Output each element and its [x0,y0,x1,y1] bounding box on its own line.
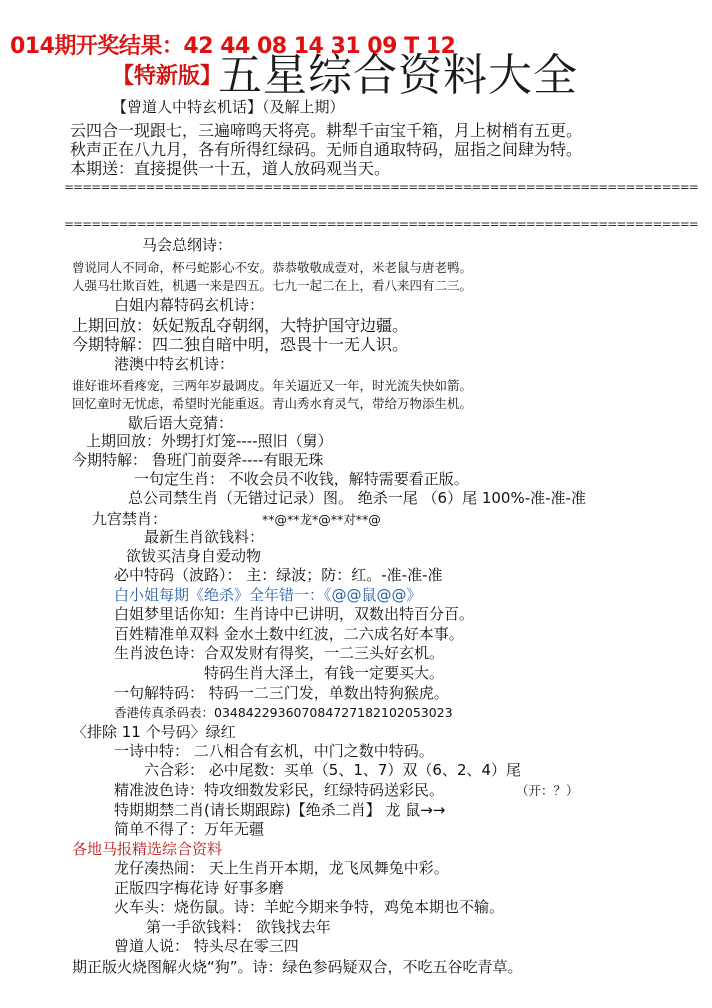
code-line: **@**龙*@**对**@ [262,512,381,527]
info-line: 白姐梦里话你知：生肖诗中已讲明，双数出特百分百。 [114,605,475,623]
poem-line: 人强马壮欺百姓，机遇一来是四五。七九一起二在上，看八来四有二三。 [72,278,473,293]
info-line: 生肖波色诗：合双发财有得奖，一二三头好玄机。 [114,644,445,662]
poem-line: 云四合一现跟七，三遍啼鸣天将亮。耕犁千亩宝千箱，月上树梢有五更。 [70,121,583,140]
section-heading: 各地马报精选综合资料 [72,840,223,858]
info-line: 〈排除 11 个号码〉绿红 [72,723,236,741]
info-line: 特码生肖大泽土，有钱一定要买大。 [204,664,445,682]
info-line: 火车头：烧伤鼠。诗：羊蛇今期来争特，鸡兔本期也不输。 [114,898,505,916]
info-line: 六合彩： 必中尾数：买单（5、1、7）双（6、2、4）尾 [144,761,522,779]
section-heading: 最新生肖欲钱料： [144,528,265,546]
poem-line: 本期送：直接提供一十五，道人放码观当天。 [70,159,391,178]
info-line: 期正版火烧图解火烧“狗”。诗：绿色参码疑双合，不吃五谷吃青草。 [72,958,523,976]
section-heading: 【曾道人中特玄机话】（及解上期） [112,98,345,116]
edition-tag: 【特新版】 [112,64,223,89]
zodiac-line: 一句定生肖： 不收会员不收钱，解特需要看正版。 [134,470,469,488]
kill-code-line: 香港传真杀码表：034842293607084727182102053023 [114,705,453,720]
info-line: 龙仔凑热闹： 天上生肖开本期，龙飞凤舞兔中彩。 [114,859,449,877]
draw-result-banner: 014期开奖结果：42 44 08 14 31 09 T 12 [10,34,456,59]
info-line: 必中特码（波路）： 主：绿波；防：红。-准-准-准 [114,566,443,584]
section-heading: 歇后语大竞猜： [128,414,234,432]
poem-line: 上期回放：妖妃叛乱夺朝纲，大特护国守边疆。 [72,316,409,335]
info-line: 一诗中特： 二八相合有玄机，中门之数中特码。 [114,742,434,760]
info-line: 百姓精准单双料 金水土数中红波，二六成名好本事。 [114,625,464,643]
info-line: 欲钹买洁身自爱动物 [126,547,262,565]
riddle-line: 今期特解： 鲁班门前耍斧----有眼无珠 [72,451,324,469]
poem-line: 秋声正在八九月，各有所得红绿码。无师自通取特码，屈指之间肆为特。 [70,140,583,159]
zodiac-line: 总公司禁生肖（无错过记录）图。 绝杀一尾 （6）尾 100%-准-准-准 [128,489,586,507]
info-line: 白小姐每期《绝杀》全年错一：《@@鼠@@》 [114,586,422,604]
poem-line: 谁好谁坏看疼宠，三两年岁最调皮。年关逼近又一年，时光流失快如箭。 [72,378,473,393]
info-line: 正版四字梅花诗 好事多磨 [114,879,284,897]
info-line: 简单不得了：万年无疆 [114,820,265,838]
separator: ====================================================================== [64,217,698,231]
info-line: 特期期禁二肖(请长期跟踪)【绝杀二肖】 龙 鼠→→ [114,801,446,819]
section-heading: 马会总纲诗： [142,236,233,254]
riddle-line: 上期回放：外甥打灯笼----照旧（舅） [86,432,333,450]
poem-line: 曾说同人不同命，杯弓蛇影心不安。恭恭敬敬成壹对，米老鼠与唐老鸭。 [72,260,473,275]
info-line: 一句解特码： 特码一二三门发，单数出特狗猴虎。 [114,684,449,702]
info-line: 第一手欲钱料： 欲钱找去年 [146,918,331,936]
section-heading: 白姐内幕特码玄机诗： [114,296,265,314]
label-line: 九宫禁肖： [92,510,168,528]
section-heading: 港澳中特玄机诗： [114,355,235,373]
open-status: （开：？） [516,783,579,798]
info-line: 曾道人说： 特头尽在零三四 [114,937,299,955]
page-title: 五星综合资料大全 [218,50,578,101]
info-line: 精准波色诗：特攻细数发彩民，红绿特码送彩民。 [114,781,445,799]
poem-line: 今期特解：四二独自暗中明，恐畏十一无人识。 [72,335,409,354]
poem-line: 回忆童时无忧虑，希望时光能重返。青山秀水育灵气，带给万物添生机。 [72,396,473,411]
separator: ====================================================================== [64,180,698,194]
